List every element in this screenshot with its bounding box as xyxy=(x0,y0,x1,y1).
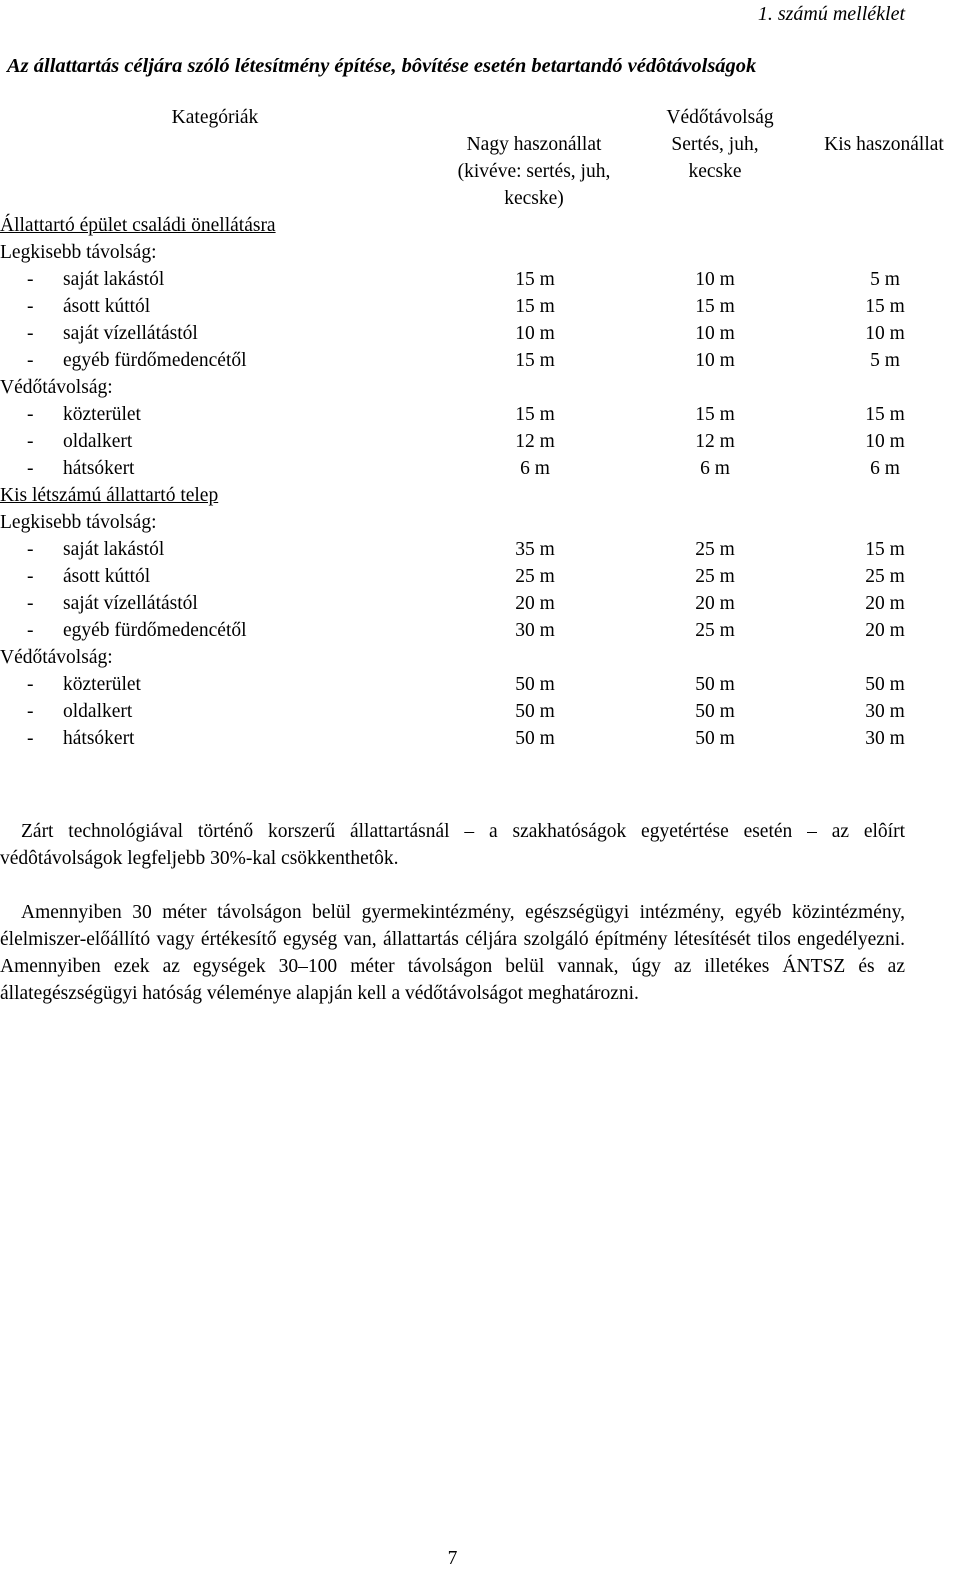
table-row xyxy=(0,347,960,374)
group-label: Legkisebb távolság: xyxy=(0,242,157,263)
distance-value: 15 m xyxy=(515,404,555,425)
row-label-text: hátsókert xyxy=(63,458,135,479)
row-label xyxy=(27,455,134,482)
distance-value: 25 m xyxy=(695,566,735,587)
section-title-row xyxy=(0,482,960,509)
row-label xyxy=(27,320,198,347)
section-title-row xyxy=(0,212,960,239)
group-label-row xyxy=(0,239,960,266)
section-title: Állattartó épület családi önellátásra xyxy=(0,215,276,236)
group-label: Legkisebb távolság: xyxy=(0,512,157,533)
list-dash: - xyxy=(27,350,34,371)
table-row xyxy=(0,617,960,644)
distance-value: 50 m xyxy=(515,674,555,695)
note-paragraph-1: Zárt technológiával történő korszerű állattartásnál – a szakhatóságok egyetértése esetén – az elôírt védôtávolságok legfeljebb 30%-kal csökkenthetôk. xyxy=(0,821,905,869)
row-label-text: oldalkert xyxy=(63,701,133,722)
distance-value: 15 m xyxy=(865,404,905,425)
distance-value: 30 m xyxy=(515,620,555,641)
row-label-text: saját lakástól xyxy=(63,539,165,560)
table-row xyxy=(0,725,960,752)
row-label xyxy=(27,401,141,428)
row-label xyxy=(27,536,164,563)
distance-value: 10 m xyxy=(695,350,735,371)
row-label-text: hátsókert xyxy=(63,728,135,749)
row-label-text: saját lakástól xyxy=(63,269,165,290)
distance-value: 10 m xyxy=(515,323,555,344)
table-row xyxy=(0,320,960,347)
list-dash: - xyxy=(27,404,34,425)
distance-value: 25 m xyxy=(695,620,735,641)
distance-value: 35 m xyxy=(515,539,555,560)
distance-value: 15 m xyxy=(515,296,555,317)
table-row xyxy=(0,266,960,293)
page-number: 7 xyxy=(447,1548,458,1569)
list-dash: - xyxy=(27,593,34,614)
distance-value: 30 m xyxy=(865,728,905,749)
table-row xyxy=(0,590,960,617)
table-row xyxy=(0,455,960,482)
row-label xyxy=(27,725,134,752)
list-dash: - xyxy=(27,566,34,587)
distance-value: 6 m xyxy=(700,458,730,479)
row-label xyxy=(27,698,132,725)
distance-value: 12 m xyxy=(515,431,555,452)
distance-value: 10 m xyxy=(695,269,735,290)
row-label xyxy=(27,617,247,644)
row-label-text: közterület xyxy=(63,404,141,425)
list-dash: - xyxy=(27,323,34,344)
row-label-text: ásott kúttól xyxy=(63,296,151,317)
distance-value: 20 m xyxy=(515,593,555,614)
distance-value: 50 m xyxy=(865,674,905,695)
distance-value: 15 m xyxy=(865,296,905,317)
table-row xyxy=(0,698,960,725)
header-large-livestock: Nagy haszonállat (kivéve: sertés, juh, kecske) xyxy=(457,134,611,209)
header-categories: Kategóriák xyxy=(171,107,259,128)
section-title: Kis létszámú állattartó telep xyxy=(0,485,219,506)
notes xyxy=(0,818,905,1007)
group-label-row xyxy=(0,644,960,671)
table-row xyxy=(0,401,960,428)
note-paragraph-2: Amennyiben 30 méter távolságon belül gyermekintézmény, egészségügyi intézmény, egyéb közintézmény, élelmiszer-előállító vagy értékesítő egység van, állattartás céljára szolgáló építmény létesítését tilos engedélyezni. Amennyiben ezek az egységek 30–100 méter távolságon belül vannak, úgy az illetékes ÁNTSZ és az állategészségügyi hatóság véleménye alapján kell a védőtávolságot meghatározni. xyxy=(0,902,905,1004)
distance-value: 12 m xyxy=(695,431,735,452)
distance-value: 15 m xyxy=(515,350,555,371)
list-dash: - xyxy=(27,674,34,695)
distance-value: 10 m xyxy=(865,323,905,344)
list-dash: - xyxy=(27,620,34,641)
list-dash: - xyxy=(27,539,34,560)
distance-value: 5 m xyxy=(870,269,900,290)
list-dash: - xyxy=(27,296,34,317)
document-title: Az állattartás céljára szóló létesítmény építése, bôvítése esetén betartandó védôtávolságok xyxy=(7,55,757,77)
distance-value: 6 m xyxy=(520,458,550,479)
row-label xyxy=(27,563,150,590)
distance-value: 15 m xyxy=(695,404,735,425)
row-label-text: egyéb fürdőmedencétől xyxy=(63,620,247,641)
distance-value: 25 m xyxy=(695,539,735,560)
distance-value: 15 m xyxy=(515,269,555,290)
table-row xyxy=(0,293,960,320)
list-dash: - xyxy=(27,458,34,479)
distance-value: 5 m xyxy=(870,350,900,371)
list-dash: - xyxy=(27,728,34,749)
distance-value: 25 m xyxy=(865,566,905,587)
group-label: Védőtávolság: xyxy=(0,647,113,668)
annex-label: 1. számú melléklet xyxy=(757,3,905,25)
table-row xyxy=(0,563,960,590)
row-label-text: oldalkert xyxy=(63,431,133,452)
row-label xyxy=(27,347,247,374)
group-label-row xyxy=(0,374,960,401)
group-label: Védőtávolság: xyxy=(0,377,113,398)
list-dash: - xyxy=(27,701,34,722)
row-label-text: egyéb fürdőmedencétől xyxy=(63,350,247,371)
row-label-text: ásott kúttól xyxy=(63,566,151,587)
row-label xyxy=(27,671,141,698)
table-row xyxy=(0,536,960,563)
header-protective-distance: Védőtávolság xyxy=(666,107,774,128)
table-row xyxy=(0,671,960,698)
row-label-text: közterület xyxy=(63,674,141,695)
distance-value: 50 m xyxy=(515,701,555,722)
header-pig-sheep-goat: Sertés, juh, kecske xyxy=(671,134,759,182)
distance-value: 20 m xyxy=(865,620,905,641)
distance-value: 50 m xyxy=(695,728,735,749)
distance-value: 25 m xyxy=(515,566,555,587)
header-small-livestock: Kis haszonállat xyxy=(824,134,944,155)
distance-value: 15 m xyxy=(865,539,905,560)
distance-value: 20 m xyxy=(865,593,905,614)
row-label xyxy=(27,428,132,455)
distance-value: 10 m xyxy=(695,323,735,344)
list-dash: - xyxy=(27,269,34,290)
row-label-text: saját vízellátástól xyxy=(63,323,198,344)
distance-value: 50 m xyxy=(695,701,735,722)
distance-value: 6 m xyxy=(870,458,900,479)
table-row xyxy=(0,428,960,455)
distance-value: 20 m xyxy=(695,593,735,614)
row-label xyxy=(27,590,198,617)
distance-value: 10 m xyxy=(865,431,905,452)
distance-value: 50 m xyxy=(695,674,735,695)
row-label xyxy=(27,293,150,320)
distance-value: 50 m xyxy=(515,728,555,749)
row-label-text: saját vízellátástól xyxy=(63,593,198,614)
group-label-row xyxy=(0,509,960,536)
distance-value: 30 m xyxy=(865,701,905,722)
list-dash: - xyxy=(27,431,34,452)
row-label xyxy=(27,266,164,293)
distance-value: 15 m xyxy=(695,296,735,317)
